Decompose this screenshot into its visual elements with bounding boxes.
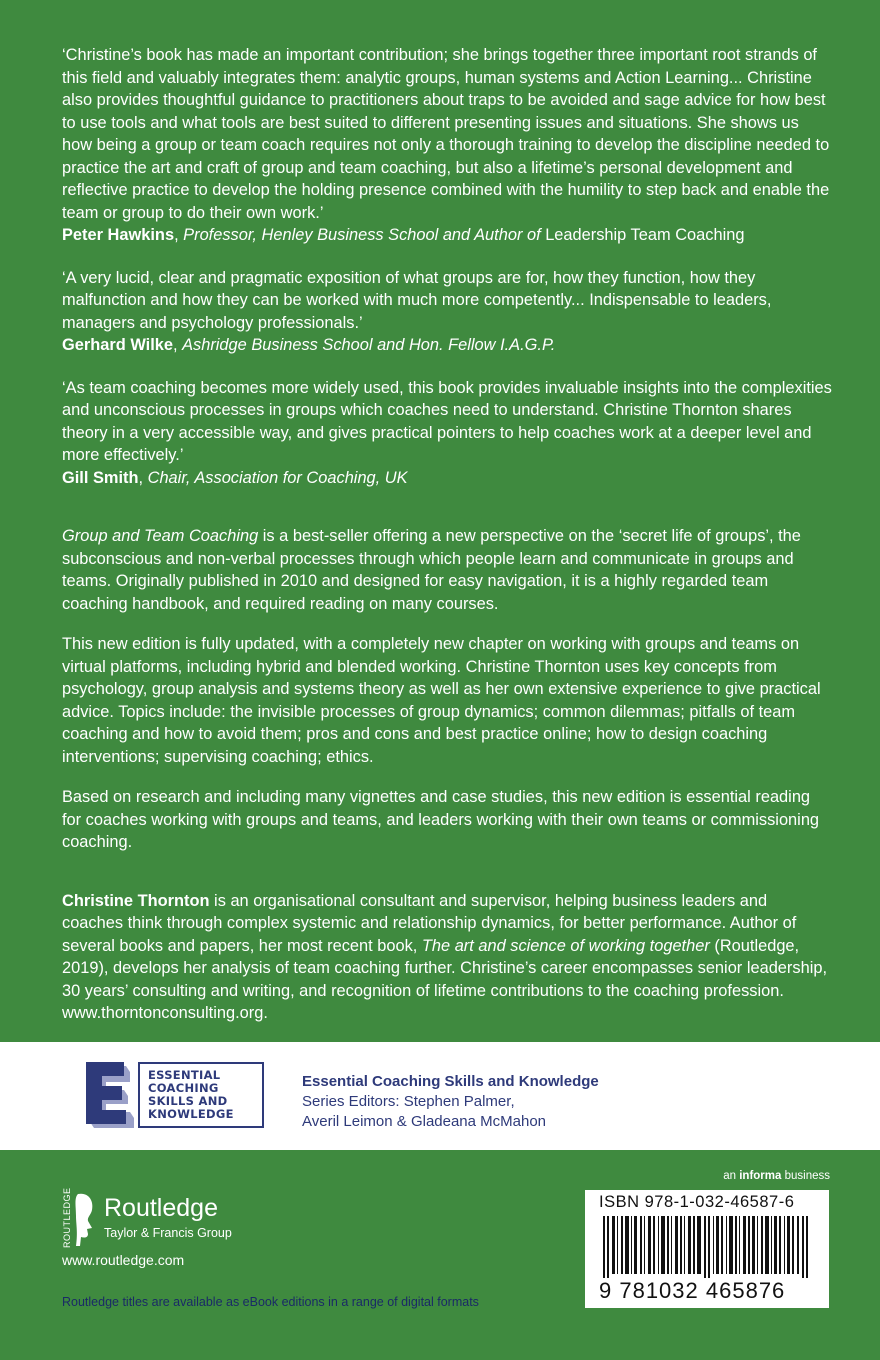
author-name: Christine Thornton [62, 891, 210, 910]
routledge-head-icon [62, 1188, 96, 1248]
series-info [302, 1072, 599, 1132]
barcode-icon [603, 1216, 813, 1278]
description-paragraph-2: This new edition is fully updated, with a completely new chapter on working with groups and teams on virtual platforms, including hybrid and blended working. Christine Thornton uses key concepts from psychology, group analysis and systems theory as well as her own extensive experience to give practical advice. Topics include: the invisible processes of group dynamics; common dilemmas; pitfalls of team coaching and how to avoid them; pros and cons and best practice online; how to design coaching interventions; supervising coaching; ethics. [62, 635, 821, 766]
series-logo-box: ESSENTIAL COACHING SKILLS AND KNOWLEDGE [138, 1062, 264, 1128]
isbn-label: ISBN 978-1-032-46587-6 [599, 1193, 795, 1211]
isbn-barcode-panel [585, 1190, 829, 1308]
series-editors-line-1: Series Editors: Stephen Palmer, [302, 1093, 515, 1110]
series-editors-line-2: Averil Leimon & Gladeana McMahon [302, 1113, 547, 1130]
endorser-name: Gill Smith [62, 468, 139, 487]
endorsement-attribution: Peter Hawkins, Professor, Henley Business School and Author of Leadership Team Coaching [62, 226, 745, 244]
isbn-digits: 9 781032 465876 [599, 1278, 786, 1303]
endorser-affiliation: Chair, Association for Coaching, UK [147, 468, 408, 487]
endorser-name: Gerhard Wilke [62, 336, 173, 354]
back-cover-text [62, 44, 832, 1025]
publisher-group: Taylor & Francis Group [104, 1226, 232, 1240]
publisher-url[interactable]: www.routledge.com [62, 1252, 185, 1268]
series-logo [84, 1062, 266, 1130]
author-recent-book: The art and science of working together [421, 936, 710, 955]
description-paragraph-3: Based on research and including many vignettes and case studies, this new edition is essential reading for coaches working with groups and teams, and leaders working with their own teams or commissioning coaching. [62, 788, 820, 851]
endorsement-1 [62, 44, 832, 247]
endorser-affiliation: Ashridge Business School and Hon. Fellow I.A.G.P. [182, 336, 556, 354]
endorser-affiliation: Professor, Henley Business School and Author of [183, 226, 541, 244]
publisher-vertical-wordmark: ROUTLEDGE [62, 1187, 72, 1248]
publisher-name: Routledge [104, 1194, 218, 1222]
endorsement-text: ‘Christine’s book has made an important contribution; she brings together three important root strands of this field and valuably integrates them: analytic groups, human systems and Action Learning... Christine also provides thoughtful guidance to practitioners about traps to be avoided and sage advice for how best to use tools and what tools are best suited to different presenting issues and situations. She shows us how being a group or team coach requires not only a thorough training to develop the discipline needed to practice the art and craft of group and team coaching, but also a lifetime’s personal development and reflective practice to develop the holding presence combined with the humility to step back and enable the team or group to do their own work.’ [62, 46, 830, 222]
endorsement-attribution: Gill Smith, Chair, Association for Coaching, UK [62, 468, 408, 487]
series-title: Essential Coaching Skills and Knowledge [302, 1073, 599, 1090]
endorsement-2 [62, 267, 832, 357]
series-e-logo-icon [84, 1062, 134, 1130]
publisher-logo [62, 1188, 302, 1248]
ebook-note: Routledge titles are available as eBook editions in a range of digital formats [62, 1295, 479, 1309]
endorser-name: Peter Hawkins [62, 226, 175, 244]
description-paragraph-1: Group and Team Coaching is a best-seller offering a new perspective on the ‘secret life of groups’, the subconscious and non-verbal processes through which people learn and communicate in groups and teams. Originally published in 2010 and designed for easy navigation, it is a highly regarded team coaching handbook, and required reading on many courses. [62, 527, 801, 613]
author-bio: Christine Thornton is an organisational consultant and supervisor, helping business leaders and coaches think through complex systemic and relationship dynamics, for better performance. Author of several books and papers, her most recent book, The art and science of working together (Routledge, 2019), develops her analysis of team coaching further. Christine’s career encompasses senior leadership, 30 years’ consulting and writing, and recognition of lifetime contributions to the coaching profession. www.thorntonconsulting.org. [62, 891, 828, 1022]
endorsement-3 [62, 377, 832, 490]
informa-business-tag: an informa business [723, 1170, 830, 1182]
endorsement-text: ‘As team coaching becomes more widely used, this book provides invaluable insights into the complexities and unconscious processes in groups which coaches need to understand. Christine Thornton shares theory in a very accessible way, and gives practical pointers to help coaches work at a deeper level and more effectively.’ [62, 378, 832, 464]
endorsement-attribution: Gerhard Wilke, Ashridge Business School and Hon. Fellow I.A.G.P. [62, 336, 556, 354]
endorser-book: Leadership Team Coaching [540, 226, 745, 244]
endorsement-text: ‘A very lucid, clear and pragmatic exposition of what groups are for, how they function, how they malfunction and how they can be worked with much more competently... Indispensable to leaders, managers and psychology professionals.’ [62, 268, 772, 332]
book-title: Group and Team Coaching [62, 527, 259, 545]
series-band [0, 1042, 880, 1150]
